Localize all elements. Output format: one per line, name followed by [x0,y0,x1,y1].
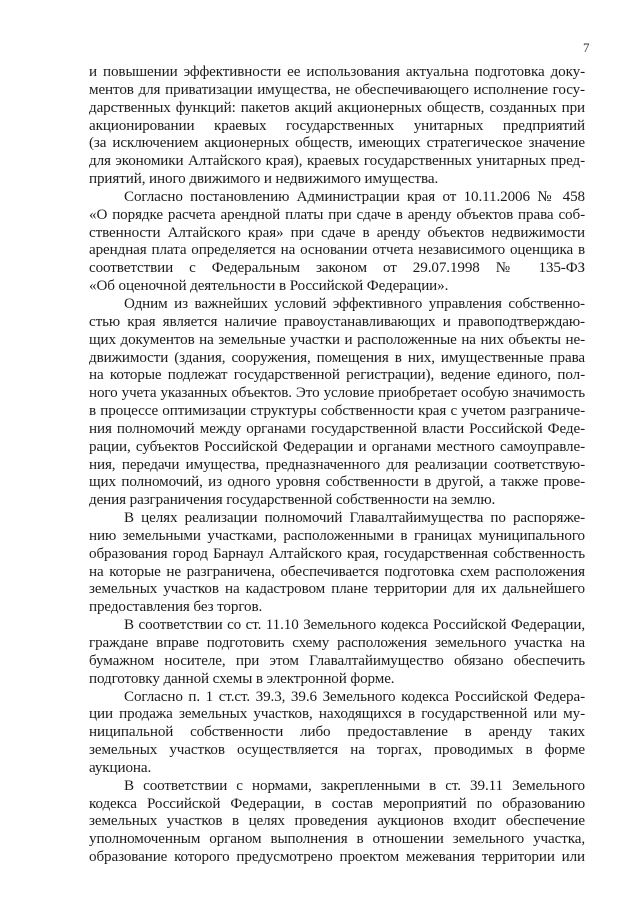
text-line: ции продажа земельных участков, находящихся в государственной или му- [89,706,585,723]
text-line: земельных участков в целях проведения аукционов входит обеспечение [89,813,585,830]
text-line: земельных участков на кадастровом плане территории для их дальнейшего [89,581,585,598]
text-line: уполномоченным органом выполнения в отношении земельного участка, [89,831,585,848]
text-line: предоставления без торгов. [89,599,263,616]
page-number: 7 [583,40,590,55]
text-line: щих документов на земельные участки и расположенные на них объекты не- [89,331,585,348]
text-line: стью края является наличие правоустанавливающих и правоподтверждаю- [89,313,585,330]
text-line: образование которого предусмотрено проектом межевания территории или [89,849,585,866]
text-line: для экономики Алтайского края), краевых государственных унитарных пред- [89,153,585,170]
text-line: дения разграничения государственной собственности на землю. [89,492,496,509]
text-line: и повышении эффективности ее использования актуальна подготовка доку- [89,64,585,80]
text-line: дарственных функций: пакетов акций акционерных обществ, созданных при [89,99,585,116]
text-line: образования город Барнаул Алтайского края, государственная собственность [89,545,585,562]
text-line: на которые не разграничена, обеспечивается подготовка схем расположения [89,563,585,580]
text-line: В соответствии с нормами, закрепленными в ст. 39.11 Земельного [124,777,585,794]
text-line: щих полномочий, из одного уровня собственности в другой, а также прове- [89,474,585,491]
paragraph-land-disposal [89,510,585,617]
paragraph-privatization [89,64,585,189]
paragraph-land-scheme [89,617,585,688]
text-line: Согласно п. 1 ст.ст. 39.3, 39.6 Земельного кодекса Российской Федера- [124,688,585,705]
text-line: акционировании краевых государственных унитарных предприятий [89,117,585,134]
text-line: Согласно постановлению Администрации края от 10.11.2006 № 458 [124,188,585,205]
text-line: приятий, иного движимого и недвижимого имущества. [89,171,439,188]
text-line: нию земельными участками, расположенными в границах муниципального [89,527,585,544]
text-line: аукциона. [89,759,152,776]
text-line: «О порядке расчета арендной платы при сдаче в аренду объектов права соб- [89,206,585,223]
text-line: бумажном носителе, при этом Главалтайимущество обязано обеспечить [89,652,585,669]
text-line: земельных участков осуществляется на торгах, проводимых в форме [89,742,585,759]
text-line: Одним из важнейших условий эффективного управления собственно- [124,295,585,312]
text-line: соответствии с Федеральным законом от 29.07.1998 № 135-ФЗ [89,260,585,277]
text-line: ния, передачи имущества, предназначенного для реализации соответствую- [89,456,585,473]
document-body [89,64,585,867]
text-line: в процессе оптимизации структуры собственности края с учетом разграниче- [89,403,585,420]
text-line: на которые подлежат государственной регистрации), ведение единого, пол- [89,367,585,384]
text-line: «Об оценочной деятельности в Российской Федерации». [89,278,449,295]
text-line: (за исключением акционерных обществ, имеющих стратегическое значение [89,135,585,152]
paragraph-auction-sale [89,689,585,778]
text-line: В целях реализации полномочий Главалтайимущества по распоряже- [124,510,585,527]
text-line: арендная плата определяется на основании отчета независимого оценщика в [89,242,585,259]
text-line: подготовку данной схемы в электронной форме. [89,670,395,687]
text-line: кодекса Российской Федерации, в состав мероприятий по образованию [89,795,585,812]
text-line: ния полномочий между органами государственной власти Российской Феде- [89,420,585,437]
paragraph-rent [89,189,585,296]
text-line: ментов для приватизации имущества, не обеспечивающего исполнение госу- [89,81,585,98]
text-line: граждане вправе подготовить схему расположения земельного участка на [89,635,585,651]
text-line: ственности Алтайского края» при сдаче в аренду объектов недвижимости [89,224,585,241]
text-line: В соответствии со ст. 11.10 Земельного кодекса Российской Федерации, [124,617,585,634]
text-line: ниципальной собственности либо предоставление в аренду таких [89,724,585,741]
text-line: ного учета указанных объектов. Это условие приобретает особую значимость [89,385,585,402]
paragraph-auction-preparation [89,778,585,867]
text-line: рации, субъектов Российской Федерации и органами местного самоуправле- [89,438,585,455]
paragraph-documents [89,296,585,510]
text-line: движимости (здания, сооружения, помещения в них, имущественные права [89,349,585,366]
